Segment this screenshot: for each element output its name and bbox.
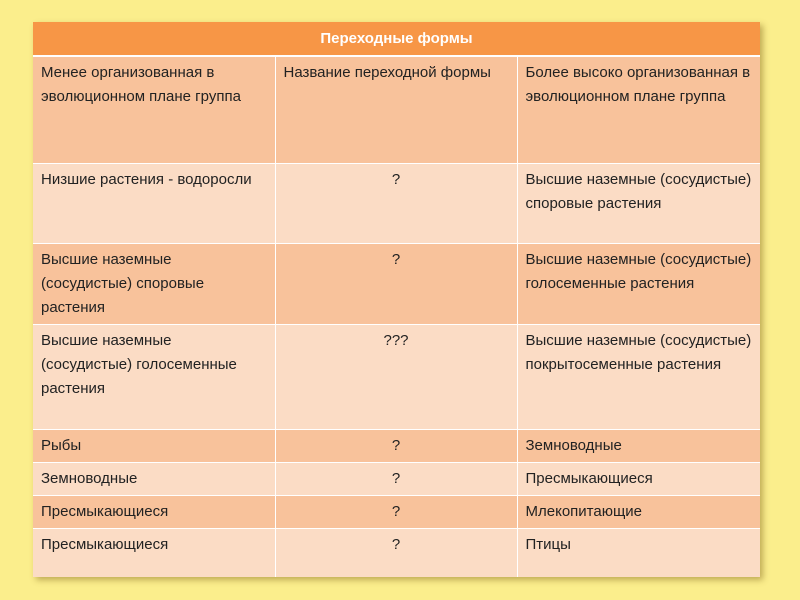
header-less-organized-group: Менее организованная в эволюционном плане группа (33, 56, 275, 163)
header-more-organized-group: Более высоко организованная в эволюционном плане группа (517, 56, 760, 163)
table-row (33, 429, 760, 462)
cell-transitional-form: ? (275, 429, 517, 462)
cell-less-organized: Высшие наземные (сосудистые) голосеменные растения (33, 324, 275, 429)
table-row (33, 324, 760, 429)
transitional-forms-table-container (33, 22, 760, 577)
cell-transitional-form: ? (275, 495, 517, 528)
table-row (33, 462, 760, 495)
table-row (33, 243, 760, 324)
table-title-row (33, 22, 760, 56)
cell-more-organized: Высшие наземные (сосудистые) голосеменные растения (517, 243, 760, 324)
table-title: Переходные формы (33, 22, 760, 56)
cell-more-organized: Млекопитающие (517, 495, 760, 528)
cell-less-organized: Высшие наземные (сосудистые) споровые растения (33, 243, 275, 324)
cell-transitional-form: ? (275, 243, 517, 324)
cell-less-organized: Пресмыкающиеся (33, 495, 275, 528)
table-header-row (33, 56, 760, 163)
cell-less-organized: Пресмыкающиеся (33, 528, 275, 577)
cell-less-organized: Рыбы (33, 429, 275, 462)
cell-more-organized: Высшие наземные (сосудистые) споровые растения (517, 163, 760, 243)
cell-more-organized: Пресмыкающиеся (517, 462, 760, 495)
table-row (33, 495, 760, 528)
cell-transitional-form: ? (275, 462, 517, 495)
cell-transitional-form: ? (275, 163, 517, 243)
cell-more-organized: Земноводные (517, 429, 760, 462)
cell-less-organized: Земноводные (33, 462, 275, 495)
table-row (33, 163, 760, 243)
cell-more-organized: Высшие наземные (сосудистые) покрытосеменные растения (517, 324, 760, 429)
cell-less-organized: Низшие растения - водоросли (33, 163, 275, 243)
cell-transitional-form: ??? (275, 324, 517, 429)
cell-more-organized: Птицы (517, 528, 760, 577)
table-row (33, 528, 760, 577)
cell-transitional-form: ? (275, 528, 517, 577)
transitional-forms-table (33, 22, 760, 577)
header-transitional-form-name: Название переходной формы (275, 56, 517, 163)
